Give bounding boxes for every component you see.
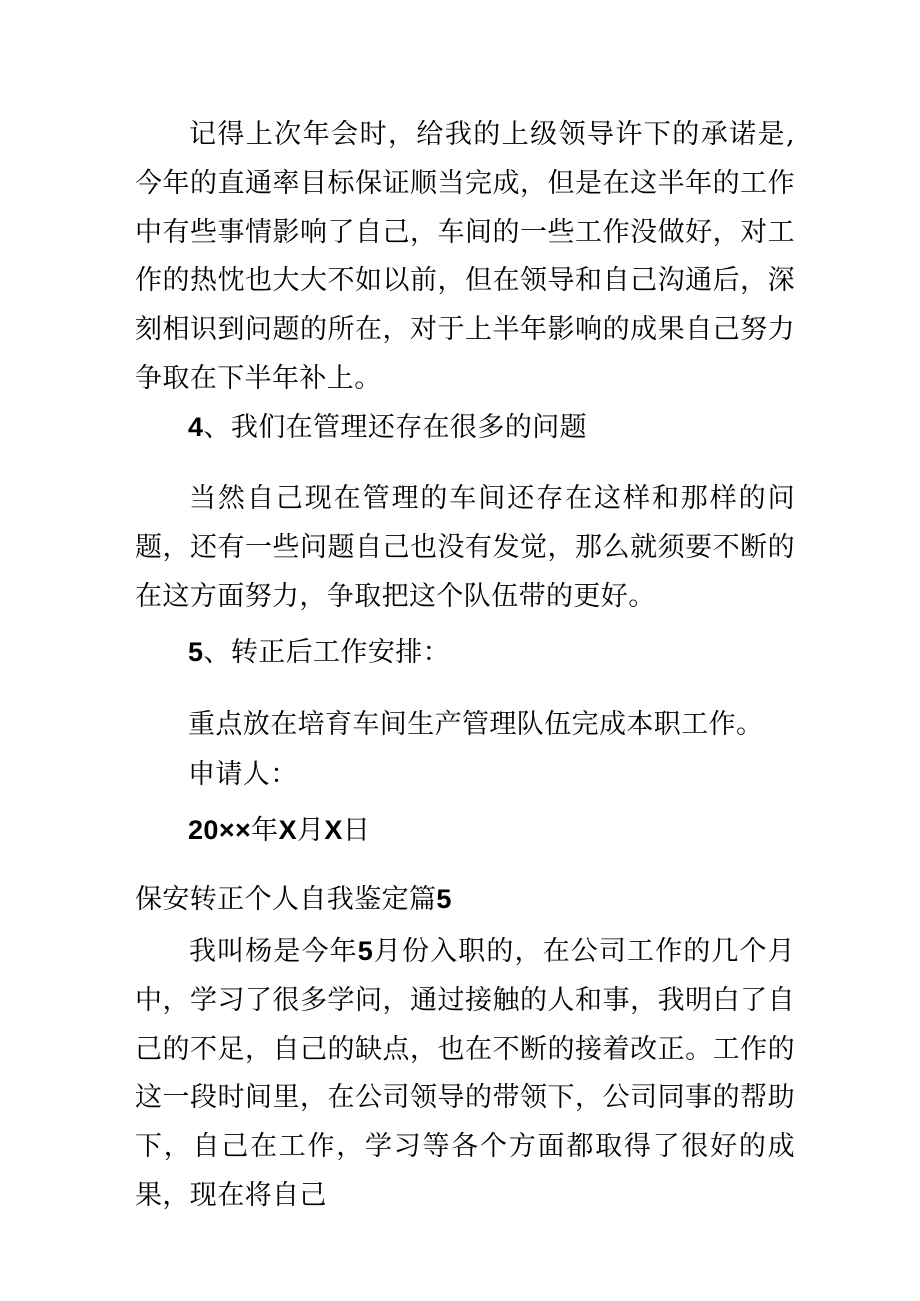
paragraph-commitment: 记得上次年会时，给我的上级领导许下的承诺是,今年的直通率目标保证顺当完成，但是在这半年的工作中有些事情影响了自己，车间的一些工作没做好，对工作的热忱也大大不如以前，但在领导和自己沟通后，深刻相识到问题的所在，对于上半年影响的成果自己努力争取在下半年补上。: [135, 119, 795, 394]
date-month-placeholder: X: [278, 815, 297, 845]
section-title-number: 5: [436, 884, 452, 914]
date-year-char: 年: [251, 815, 279, 846]
item-5-text: 、转正后工作安排：: [203, 637, 451, 668]
item-4-heading: [188, 407, 587, 448]
work-focus-line: 重点放在培育车间生产管理队伍完成本职工作。: [188, 709, 764, 740]
paragraph-self-introduction: [135, 927, 795, 1221]
para-4-number: 5: [357, 936, 374, 966]
item-4-number: 4: [188, 412, 204, 442]
section-title-text: 保安转正个人自我鉴定篇: [135, 884, 437, 915]
item-5-number: 5: [188, 637, 204, 667]
item-4-text: 、我们在管理还存在很多的问题: [203, 412, 588, 443]
section-title: [135, 879, 452, 920]
applicant-label: 申请人：: [188, 759, 298, 790]
item-5-heading: [188, 632, 450, 673]
para-4-part2: 月份入职的，在公司工作的几个月中，学习了很多学问，通过接触的人和事，我明白了自己的不足，自己的缺点，也在不断的接着改正。工作的这一段时间里，在公司领导的带领下，公司同事的帮助下，自己在工作，学习等各个方面都取得了很好的成果，现在将自己: [135, 936, 796, 1211]
date-year-digits: 20××: [188, 815, 252, 845]
date-day-char: 日: [342, 815, 371, 846]
paragraph-management-issues: 当然自己现在管理的车间还存在这样和那样的问题，还有一些问题自己也没有发觉，那么就须要不断的在这方面努力，争取把这个队伍带的更好。: [135, 483, 795, 612]
para-4-part1: 我叫杨是今年: [189, 936, 358, 967]
date-month-char: 月: [297, 815, 325, 846]
date-day-placeholder: X: [324, 815, 343, 845]
date-line: [188, 810, 370, 851]
